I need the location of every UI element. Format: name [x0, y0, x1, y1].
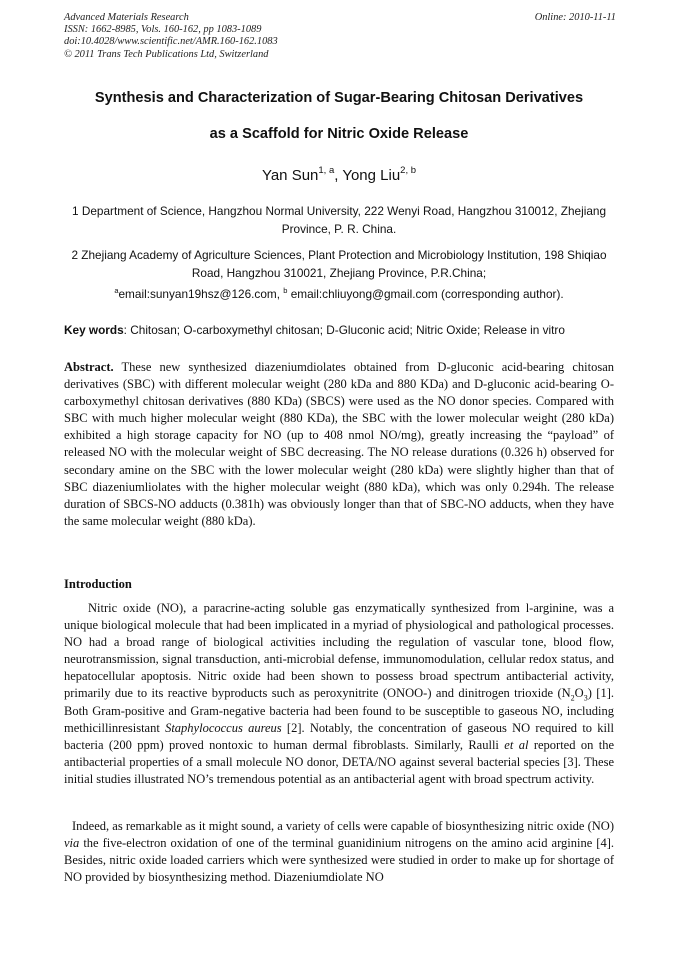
journal-name: Advanced Materials Research — [64, 12, 189, 23]
introduction-paragraph-2: Indeed, as remarkable as it might sound, a variety of cells were capable of biosynthesizing nitric oxide (NO) via the five-electron oxidation of one of the terminal guanidinium nitrogens on the amino acid arginine [4]. Besides, nitric oxide loaded carriers which were synthesized were studied in order to make up for shortage of NO provided by biosynthesizing method. Diazeniumdiolate NO — [64, 819, 614, 885]
keywords — [64, 323, 624, 337]
keywords-text: Chitosan; O-carboxymethyl chitosan; D-Gluconic acid; Nitric Oxide; Release in vitro — [130, 323, 565, 337]
species-name-italic: Staphylococcus aureus — [165, 720, 282, 735]
abstract-label: Abstract. — [64, 360, 114, 374]
keywords-colon: : — [123, 323, 131, 337]
author-2-affil-sup: 2, b — [400, 165, 417, 176]
copyright-line: © 2011 Trans Tech Publications Ltd, Switzerland — [64, 48, 269, 60]
keywords-label: Key words — [64, 323, 124, 337]
via-italic: via — [64, 836, 80, 851]
paper-title-line-2: as a Scaffold for Nitric Oxide Release — [209, 126, 469, 142]
paper-title-line-1: Synthesis and Characterization of Sugar-Bearing Chitosan Derivatives — [94, 90, 584, 106]
online-date: Online: 2010-11-11 — [534, 12, 616, 23]
author-1-name: Yan Sun — [261, 167, 319, 184]
journal-header — [64, 12, 616, 61]
email-b: email:chliuyong@gmail.com (corresponding author). — [287, 287, 564, 301]
email-b-sup: b — [283, 286, 288, 295]
issn-line: ISSN: 1662-8985, Vols. 160-162, pp 1083-1089 — [64, 24, 262, 36]
email-a-sup: a — [114, 286, 119, 295]
introduction-paragraph-1: Nitric oxide (NO), a paracrine-acting soluble gas enzymatically synthesized from l-arginine, was a unique biological molecule that had been implicated in a myriad of physiological and pathological processes. NO had a broad range of biological activities including the regulation of vascular tone, blood flow, neurotransmission, signal transduction, anti-microbial defense, immunomodulation, cellular redox status, and hepatocellular apoptosis. Nitric oxide had been shown to possess broad spectrum antibacterial activity, primarily due to its reactive byproducts such as peroxynitrite (ONOO-) and dinitrogen trioxide $(N_2O_3)$ [1]. Both Gram-positive and Gram-negative bacteria had been found to be susceptible to gaseous NO, including methicillinresistant Staphylococcus aureus [2]. Notably, the concentration of gaseous NO required to kill bacteria (200 ppm) proved nontoxic to human dermal fibroblasts. Similarly, Raulli et al reported on the antibacterial properties of a small molecule NO donor, DETA/NO against several bacterial species [3]. These initial studies illustrated NO’s tremendous potential as an antibacterial agent with broad spectrum activity. — [64, 601, 615, 786]
author-separator: , — [334, 167, 343, 184]
header-left — [64, 12, 616, 61]
email-a: email:sunyan19hsz@126.com, — [118, 287, 284, 301]
author-1-affil-sup: 1, a — [318, 165, 335, 176]
doi-line: doi:10.4028/www.scientific.net/AMR.160-162.1083 — [64, 36, 278, 48]
introduction-heading: Introduction — [64, 577, 132, 591]
author-emails — [60, 285, 618, 303]
et-al-italic: et al — [504, 737, 529, 752]
author-2-name: Yong Liu — [342, 167, 401, 184]
affiliation-2: 2 Zhejiang Academy of Agriculture Sciences, Plant Protection and Microbiology Institution, 198 Shiqiao Road, Hangzhou 310021, Zhejiang Province, P.R.China; — [71, 248, 607, 280]
affiliation-1: 1 Department of Science, Hangzhou Normal University, 222 Wenyi Road, Hangzhou 310012, Zhejiang Province, P. R. China. — [72, 204, 606, 236]
author-list — [40, 167, 638, 184]
abstract — [64, 359, 614, 530]
abstract-text: These new synthesized diazeniumdiolates obtained from D-gluconic acid-bearing chitosan derivatives (SBC) with different molecular weight (280 kDa and 880 KDa) and D-gluconic acid-bearing O-carboxymethyl chitosan derivatives (880 KDa) (SBCS) were used as the NO donor species. Compared with SBC with much higher molecular weight (880 KDa), the SBC with the lower molecular weight (280 kDa) exhibited a high storage capacity for NO (up to 408 nmol NO/mg), greatly increasing the “payload” of released NO with the molecular weight of SBC decreasing. The NO release durations (0.326 h) observed for secondary amine on the SBC with the lower molecular weight (280 kDa) were slightly higher than that of SBC diazeniumliolates with the higher molecular weight (880 kDa), which was only 0.294h. The release duration of SBCS-NO adducts (0.381h) was obviously longer than that of SBC-NO adducts, when they have the same molecular weight (880 kDa). — [64, 360, 614, 528]
